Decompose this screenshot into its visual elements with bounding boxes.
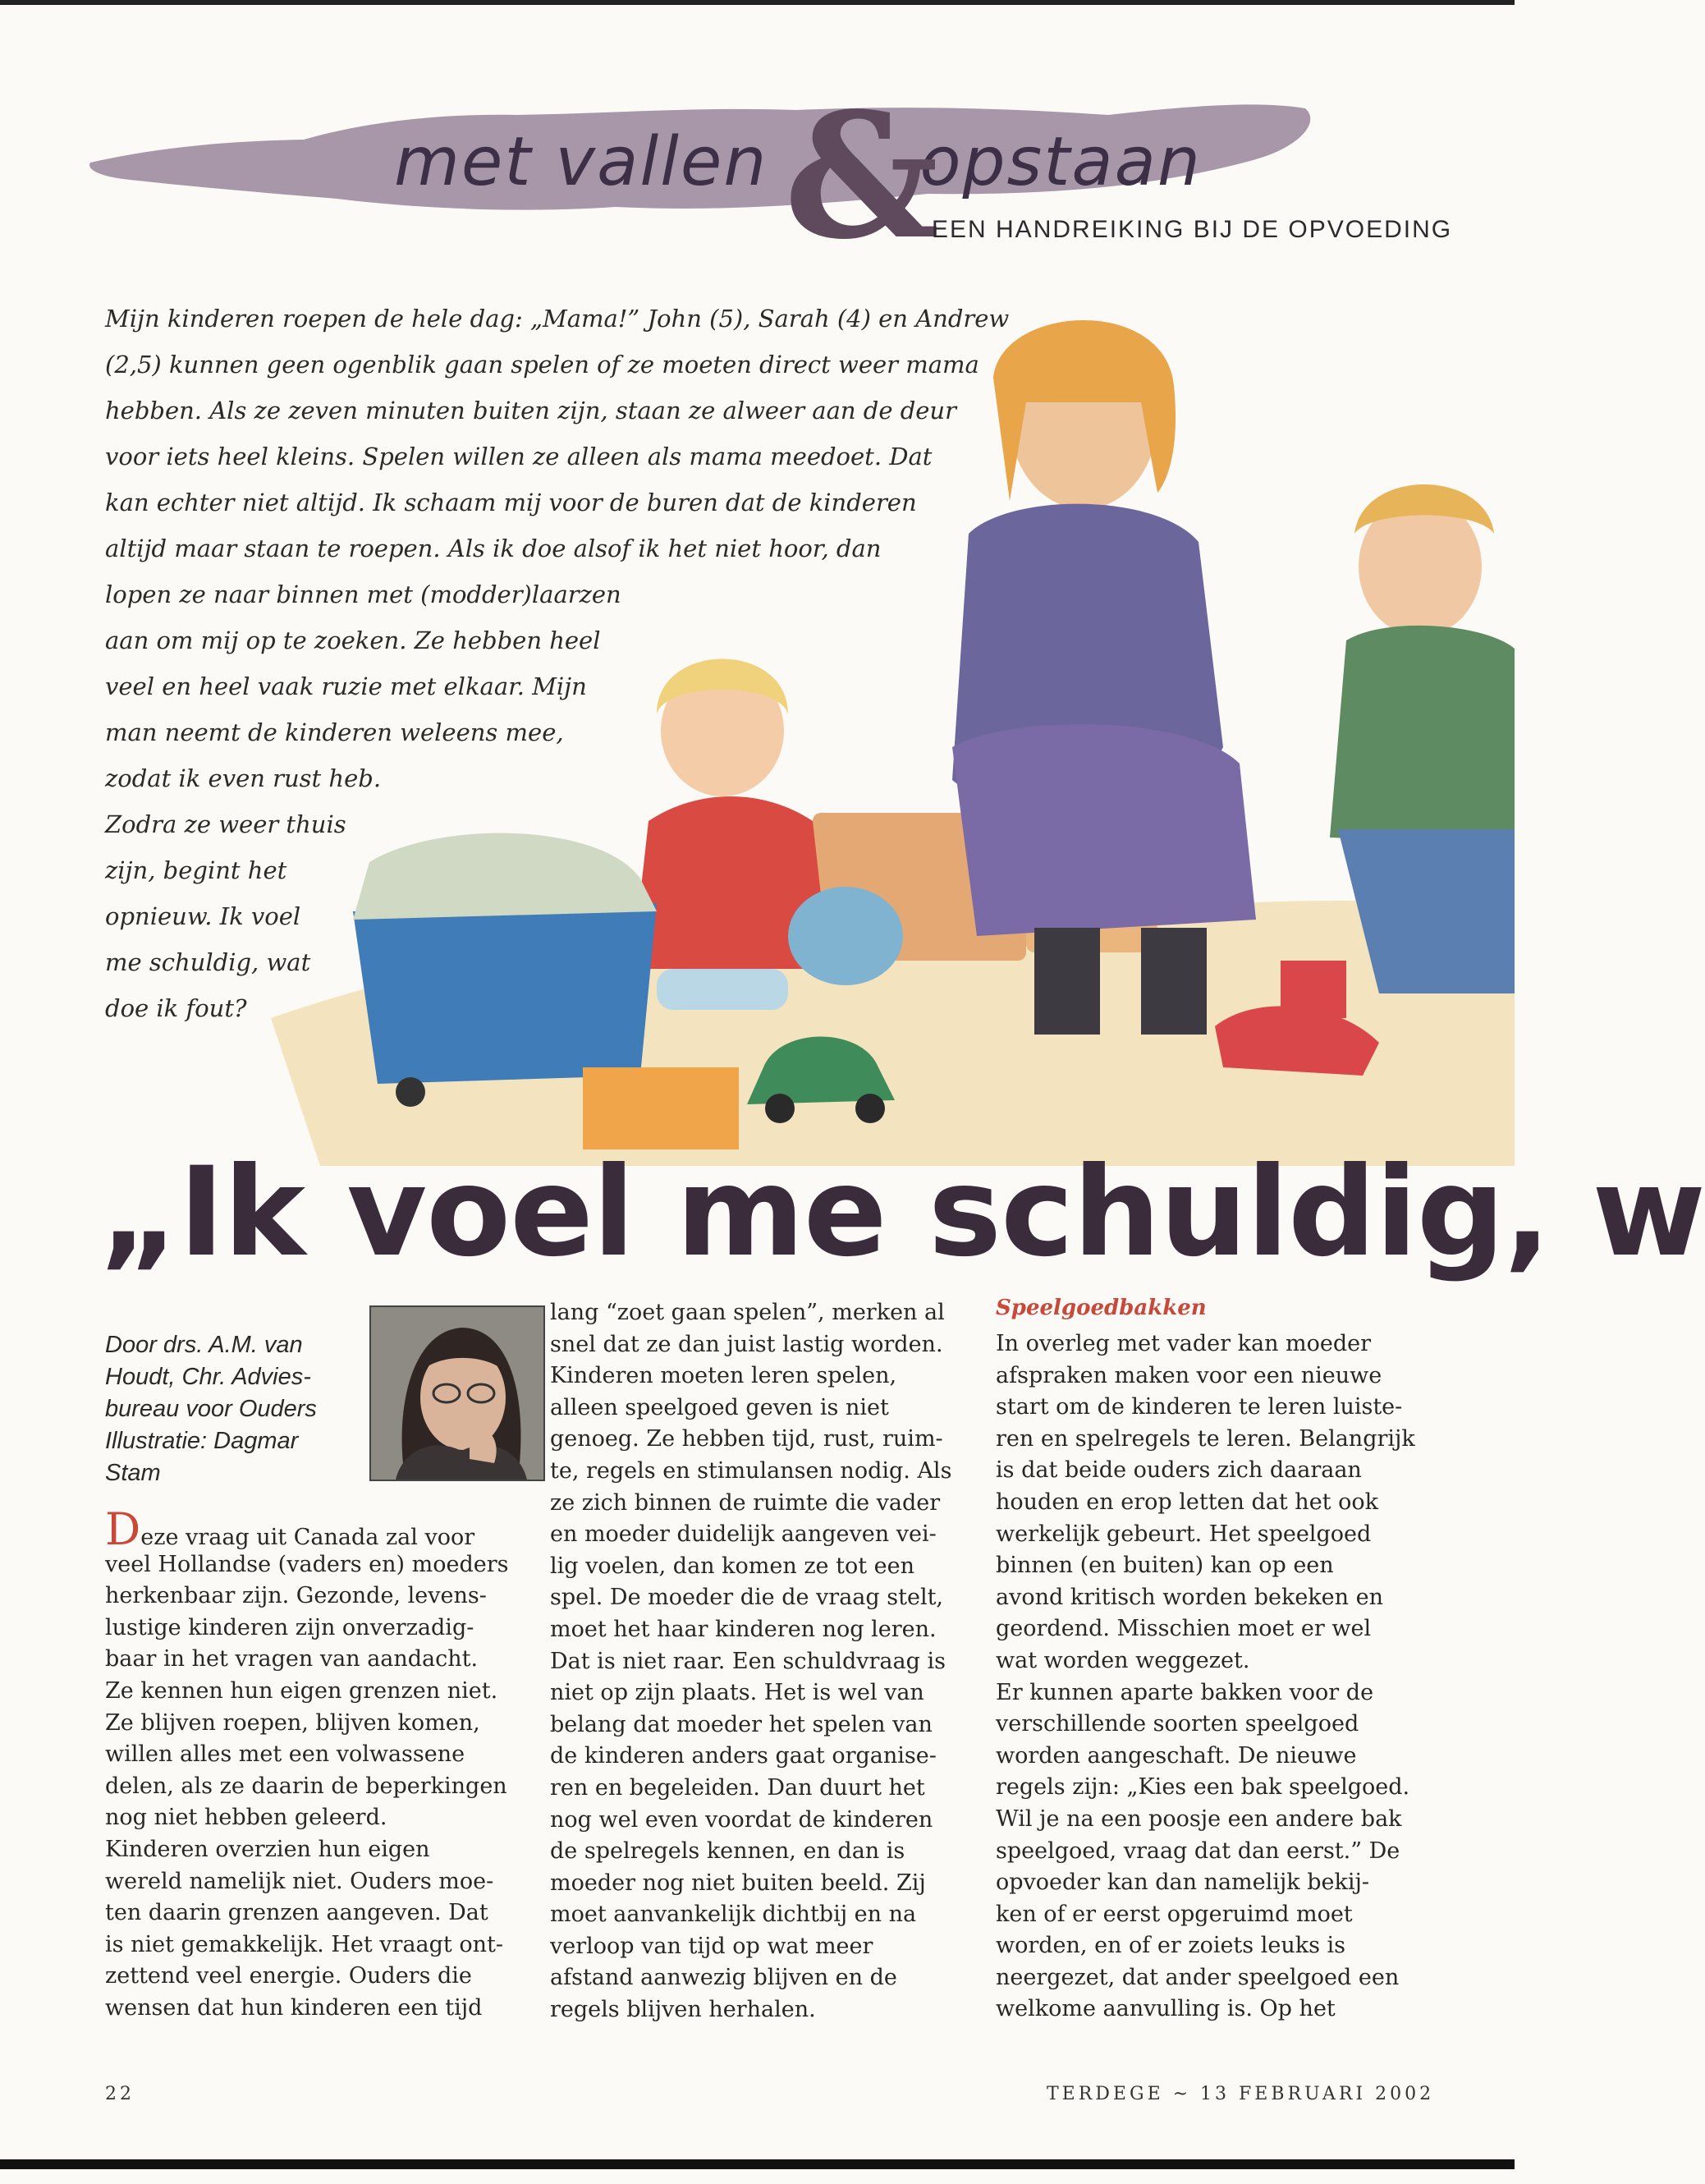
body-line: Ze kennen hun eigen grenzen niet.: [105, 1677, 498, 1704]
body-line: en moeder duidelijk aangeven vei-: [550, 1521, 937, 1548]
intro-line: opnieuw. Ik voel: [105, 902, 301, 930]
body-line: houden en erop letten dat het ook: [996, 1489, 1378, 1515]
body-line-text: eze vraag uit Canada zal voor: [140, 1525, 475, 1550]
body-line: de kinderen anders gaat organise-: [550, 1743, 937, 1769]
byline-line: Houdt, Chr. Advies-: [105, 1364, 311, 1390]
body-line: verschillende soorten speelgoed: [996, 1711, 1359, 1737]
body-line: snel dat ze dan juist lastig worden.: [550, 1331, 943, 1357]
author-photo: [369, 1305, 545, 1481]
intro-line: altijd maar staan te roepen. Als ik doe alsof ik het niet hoor, dan: [105, 535, 882, 562]
title-left: met vallen: [394, 123, 768, 201]
title-right: opstaan: [919, 123, 1202, 201]
body-line: nog wel even voordat de kinderen: [550, 1806, 933, 1833]
intro-line: doe ik fout?: [105, 994, 247, 1022]
body-line: neergezet, dat ander speelgoed een: [996, 1964, 1400, 1990]
intro-line: zodat ik even rust heb.: [105, 764, 382, 792]
intro-line: hebben. Als ze zeven minuten buiten zijn, staan ze alweer aan de deur: [105, 397, 956, 424]
body-line: In overleg met vader kan moeder: [996, 1331, 1372, 1356]
intro-line: aan om mij op te zoeken. Ze hebben heel: [105, 626, 601, 654]
intro-line: voor iets heel kleins. Spelen willen ze alleen als mama meedoet. Dat: [105, 443, 933, 470]
body-line: is dat beide ouders zich daaraan: [996, 1457, 1362, 1484]
body-line: herkenbaar zijn. Gezonde, levens-: [105, 1583, 487, 1609]
body-line: ren en spelregels te leren. Belangrijk: [996, 1425, 1415, 1452]
body-line: alleen speelgoed geven is niet: [550, 1394, 889, 1420]
body-line: Kinderen moeten leren spelen,: [550, 1363, 897, 1389]
body-line: lig voelen, dan komen ze tot een: [550, 1553, 914, 1579]
bottom-rule: [0, 2159, 1515, 2169]
body-line: veel Hollandse (vaders en) moeders: [105, 1551, 509, 1577]
body-line: avond kritisch worden bekeken en: [996, 1584, 1383, 1610]
body-line: afspraken maken voor een nieuwe: [996, 1362, 1382, 1388]
body-line: ren en begeleiden. Dan duurt het: [550, 1774, 925, 1801]
byline-line: Stam: [105, 1460, 161, 1486]
byline-line: Door drs. A.M. van: [105, 1332, 303, 1358]
drop-cap: D: [105, 1503, 141, 1555]
intro-line: veel en heel vaak ruzie met elkaar. Mijn: [105, 672, 587, 700]
body-line: speelgoed, vraag dat dan eerst.” De: [996, 1838, 1400, 1864]
body-line: Er kunnen aparte bakken voor de: [996, 1679, 1374, 1705]
body-line: wereld namelijk niet. Ouders moe-: [105, 1868, 494, 1894]
body-line: opvoeder kan dan namelijk bekij-: [996, 1870, 1369, 1896]
body-line: [105, 1503, 509, 1555]
intro-line: zijn, begint het: [105, 856, 287, 884]
body-line: regels blijven herhalen.: [550, 1997, 816, 2023]
page-number: 22: [105, 2084, 135, 2104]
body-line: nog niet hebben geleerd.: [105, 1805, 387, 1831]
body-line: Kinderen overzien hun eigen: [105, 1836, 430, 1862]
body-line: worden, en of er zoiets leuks is: [996, 1933, 1346, 1959]
body-line: worden aangeschaft. De nieuwe: [996, 1742, 1357, 1769]
intro-line: man neemt de kinderen weleens mee,: [105, 718, 564, 746]
body-line: baar in het vragen van aandacht.: [105, 1646, 479, 1672]
body-line: wensen dat hun kinderen een tijd: [105, 1994, 483, 2021]
intro-line: me schuldig, wat: [105, 948, 311, 976]
body-line: belang dat moeder het spelen van: [550, 1711, 933, 1737]
body-line: regels zijn: „Kies een bak speelgoed.: [996, 1774, 1410, 1801]
body-line: ten daarin grenzen aangeven. Dat: [105, 1900, 488, 1926]
body-line: ze zich binnen de ruimte die vader: [550, 1489, 941, 1516]
body-line: niet op zijn plaats. Het is wel van: [550, 1680, 924, 1706]
body-line: is niet gemakkelijk. Het vraagt ont-: [105, 1931, 503, 1957]
intro-line: (2,5) kunnen geen ogenblik gaan spelen of ze moeten direct weer mama: [105, 351, 979, 379]
body-line: lustige kinderen zijn onverzadig-: [105, 1614, 474, 1640]
ampersand-logo: &: [784, 75, 940, 278]
body-line: welkome aanvulling is. Op het: [996, 1996, 1336, 2022]
body-line: Ze blijven roepen, blijven komen,: [105, 1709, 480, 1736]
body-line: Wil je na een poosje een andere bak: [996, 1805, 1402, 1832]
body-line: lang “zoet gaan spelen”, merken al: [550, 1300, 945, 1325]
body-line: ken of er eerst opgeruimd moet: [996, 1901, 1353, 1927]
body-line: de spelregels kennen, en dan is: [550, 1838, 905, 1865]
intro-line: Zodra ze weer thuis: [105, 810, 346, 838]
body-line: willen alles met een volwassene: [105, 1741, 465, 1768]
publication-info: TERDEGE ~ 13 FEBRUARI 2002: [1047, 2084, 1435, 2104]
body-line: afstand aanwezig blijven en de: [550, 1965, 897, 1991]
top-rule: [0, 0, 1515, 5]
byline-line: Illustratie: Dagmar: [105, 1428, 299, 1454]
body-line: wat worden weggezet.: [996, 1647, 1250, 1673]
body-line: te, regels en stimulansen nodig. Als: [550, 1457, 952, 1484]
body-line: moeder nog niet buiten beeld. Zij: [550, 1870, 926, 1896]
headline: „Ik voel me schuldig, w: [99, 1141, 1705, 1284]
intro-line: kan echter niet altijd. Ik schaam mij voor de buren dat de kinderen: [105, 489, 917, 516]
body-line: geordend. Misschien moet er wel: [996, 1616, 1372, 1642]
body-line: zettend veel energie. Ouders die: [105, 1963, 472, 1989]
author-portrait: [371, 1307, 543, 1480]
body-line: spel. De moeder die de vraag stelt,: [550, 1585, 944, 1611]
body-line: Dat is niet raar. Een schuldvraag is: [550, 1648, 946, 1674]
body-column-1: [105, 1503, 509, 2025]
body-column-3: [996, 1328, 1415, 2026]
body-line: moet het haar kinderen nog leren.: [550, 1616, 937, 1642]
body-line: moet aanvankelijk dichtbij en na: [550, 1902, 917, 1928]
body-line: werkelijk gebeurt. Het speelgoed: [996, 1521, 1372, 1547]
body-column-2: [550, 1297, 951, 2026]
column-3-heading: Speelgoedbakken: [996, 1296, 1207, 1320]
intro-line: lopen ze naar binnen met (modder)laarzen: [105, 580, 621, 608]
body-line: verloop van tijd op wat meer: [550, 1933, 873, 1959]
section-subtitle: EEN HANDREIKING BIJ DE OPVOEDING: [932, 216, 1453, 243]
byline-line: bureau voor Ouders: [105, 1396, 317, 1422]
body-line: start om de kinderen te leren luiste-: [996, 1394, 1403, 1420]
body-line: binnen (en buiten) kan op een: [996, 1553, 1334, 1579]
body-line: delen, als ze daarin de beperkingen: [105, 1773, 507, 1799]
intro-line: Mijn kinderen roepen de hele dag: „Mama!” John (5), Sarah (4) en Andrew: [105, 305, 1010, 333]
body-line: genoeg. Ze hebben tijd, rust, ruim-: [550, 1426, 943, 1452]
